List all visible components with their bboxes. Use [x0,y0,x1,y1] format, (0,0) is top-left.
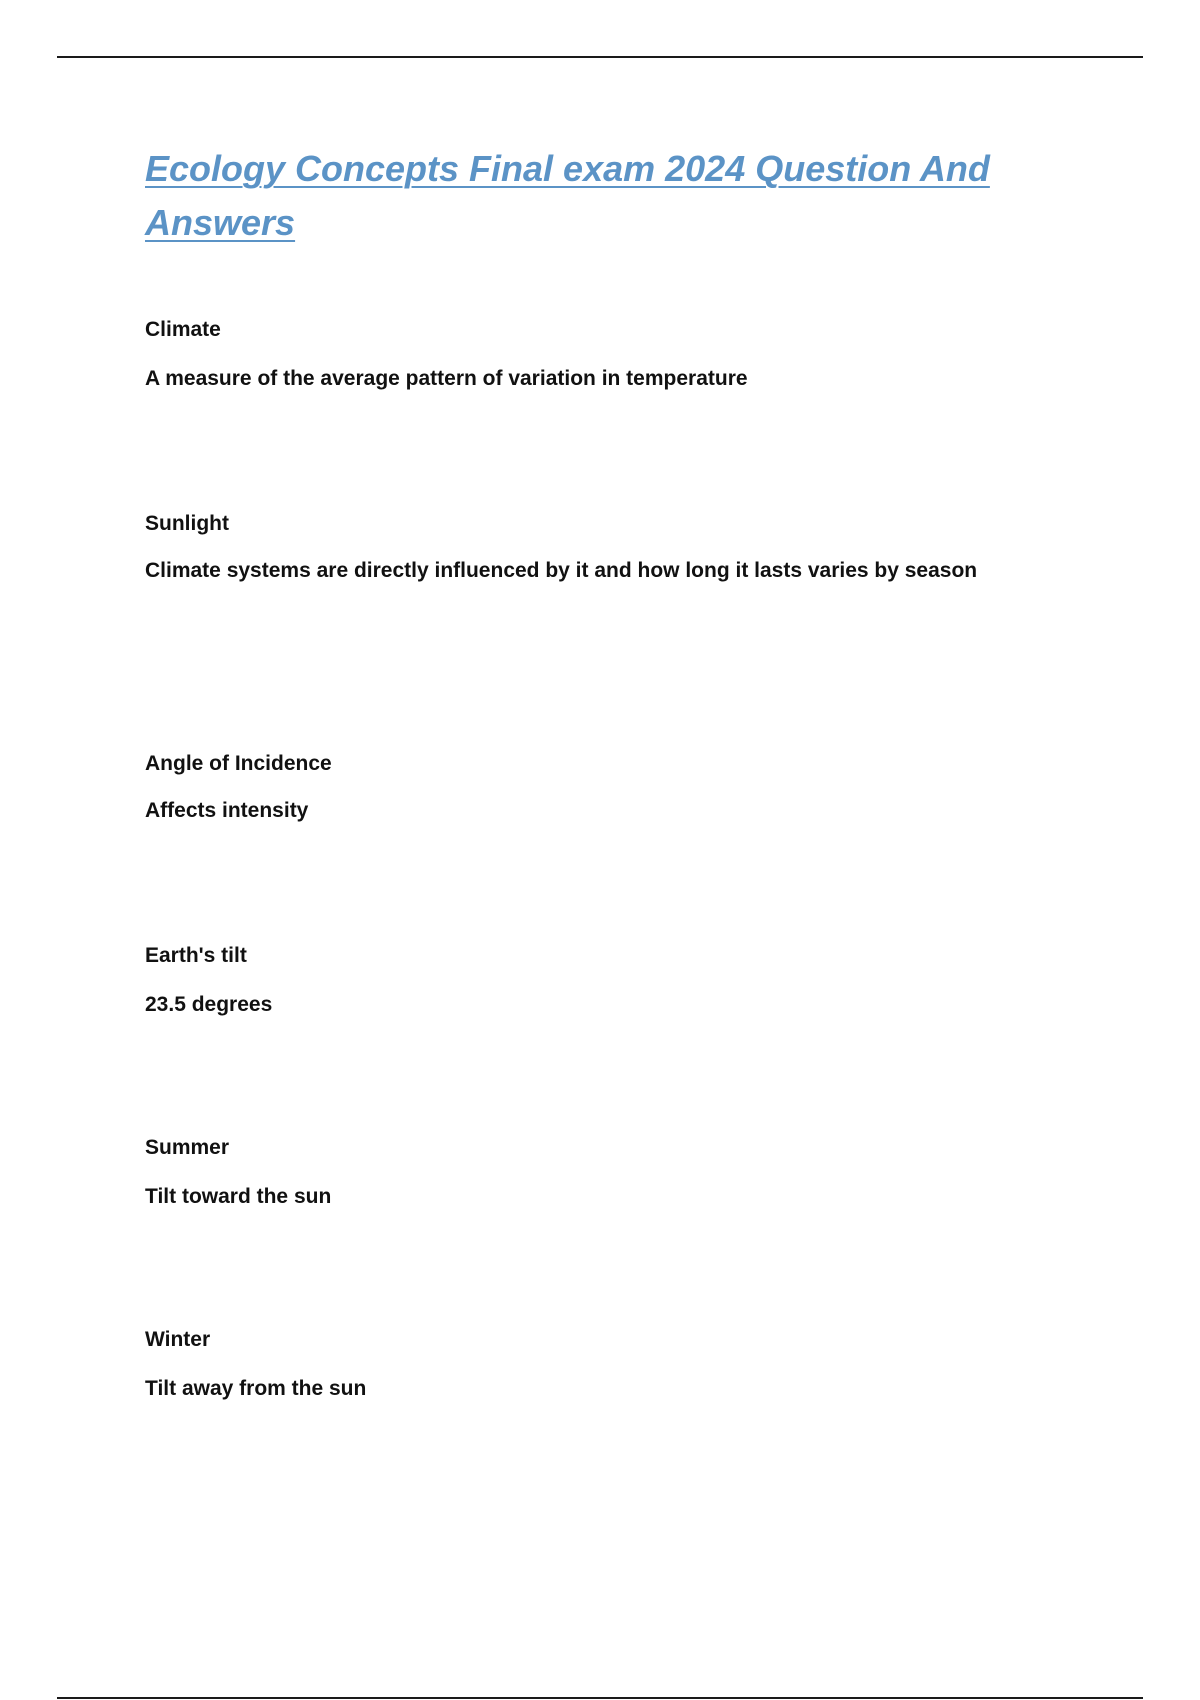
definition: Affects intensity [145,799,309,822]
qa-item-summer [145,1135,1145,1208]
qa-item-winter [145,1327,1145,1400]
header-divider [57,56,1143,58]
qa-item-earths-tilt [145,943,1145,1016]
term: Sunlight [145,512,229,535]
definition: A measure of the average pattern of variation in temperature [145,367,748,390]
definition: 23.5 degrees [145,993,273,1016]
qa-item-angle-of-incidence [145,751,1145,822]
document-title: Ecology Concepts Final exam 2024 Question And Answers [145,148,990,243]
term: Earth's tilt [145,944,247,967]
qa-item-sunlight [145,511,1145,582]
term: Summer [145,1136,230,1159]
footer-divider [57,1697,1143,1699]
qa-item-climate [145,317,1145,390]
definition: Tilt toward the sun [145,1185,332,1208]
term: Angle of Incidence [145,752,332,775]
term: Climate [145,318,221,341]
definition: Tilt away from the sun [145,1377,367,1400]
definition: Climate systems are directly influenced by it and how long it lasts varies by season [145,559,978,582]
term: Winter [145,1328,211,1351]
